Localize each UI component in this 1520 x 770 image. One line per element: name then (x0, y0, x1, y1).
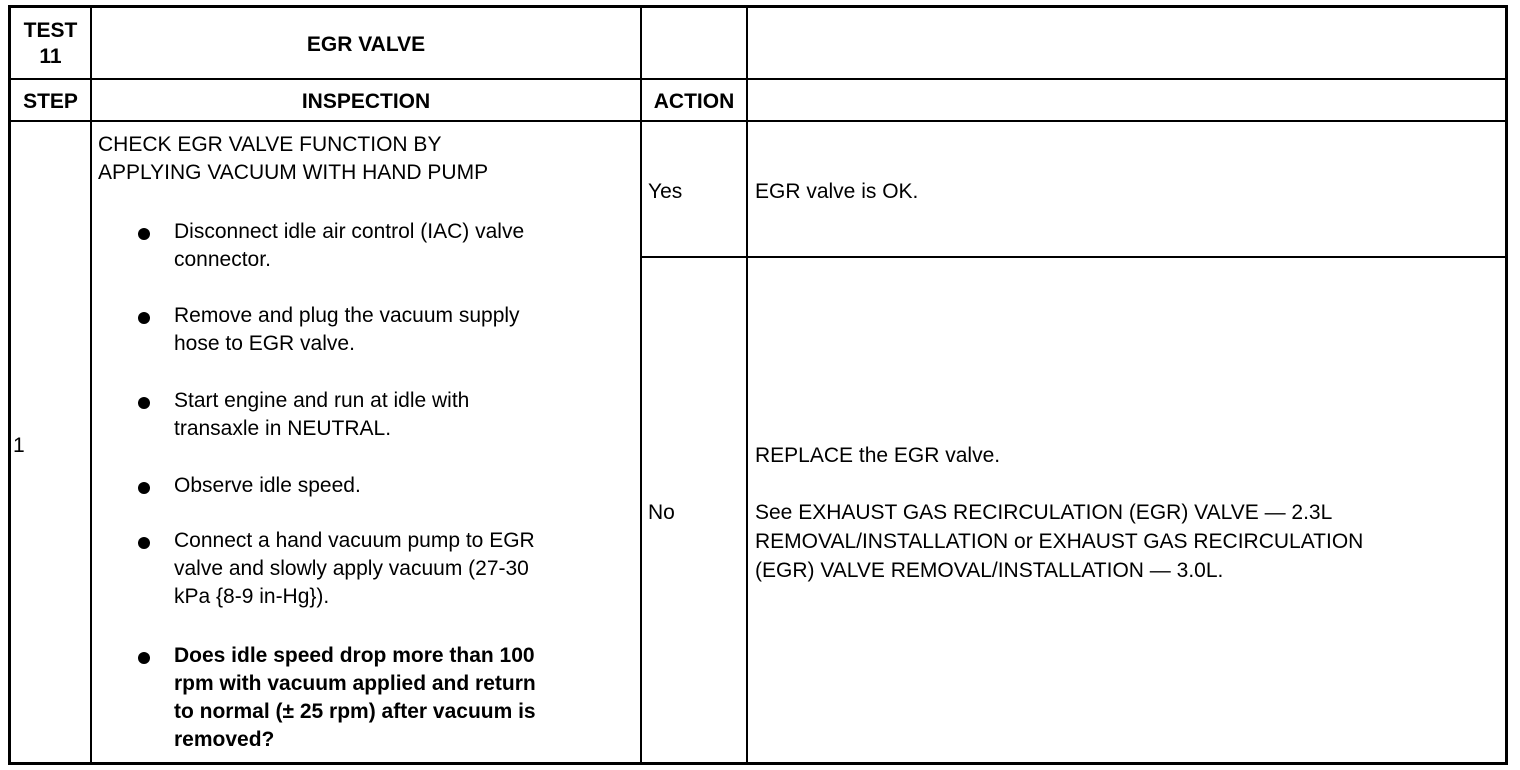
step-number: 1 (13, 434, 25, 457)
bullet-text: removed? (174, 728, 275, 751)
bullet-icon (138, 482, 150, 494)
test-number: 11 (39, 45, 62, 68)
column-action: ACTION (653, 90, 735, 113)
yes-action-text: EGR valve is OK. (755, 180, 919, 203)
border-left (8, 5, 11, 765)
border-top (8, 5, 1508, 8)
no-action-reference-line1: See EXHAUST GAS RECIRCULATION (EGR) VALVE — 2.3L (755, 501, 1333, 524)
bullet-text: rpm with vacuum applied and return (174, 672, 536, 695)
rule-col2 (640, 5, 642, 765)
list-item (138, 473, 608, 501)
bullet-text: transaxle in NEUTRAL. (174, 417, 392, 440)
no-action-reference-line3: (EGR) VALVE REMOVAL/INSTALLATION — 3.0L. (755, 559, 1224, 582)
rule-col1 (90, 5, 92, 765)
border-right (1505, 5, 1508, 765)
list-item (138, 528, 608, 614)
bullet-icon (138, 537, 150, 549)
column-inspection: INSPECTION (301, 90, 431, 113)
bullet-icon (138, 312, 150, 324)
no-action-text: REPLACE the EGR valve. (755, 444, 1001, 467)
bullet-icon (138, 228, 150, 240)
no-action-reference-line2: REMOVAL/INSTALLATION or EXHAUST GAS RECIRCULATION (755, 530, 1364, 553)
bullet-text: Start engine and run at idle with (174, 389, 470, 412)
bullet-text: kPa {8-9 in-Hg}). (174, 585, 330, 608)
bullet-text: Does idle speed drop more than 100 (174, 644, 535, 667)
rule-header (8, 78, 1508, 80)
test-label: TEST (23, 19, 78, 42)
bullet-text: hose to EGR valve. (174, 332, 355, 355)
list-item (138, 643, 608, 757)
list-item (138, 303, 608, 359)
bullet-text: to normal (± 25 rpm) after vacuum is (174, 700, 536, 723)
list-item (138, 219, 608, 275)
bullet-text: Connect a hand vacuum pump to EGR (174, 529, 535, 552)
list-item (138, 388, 608, 444)
bullet-text: connector. (174, 248, 271, 271)
bullet-icon (138, 397, 150, 409)
bullet-text: Disconnect idle air control (IAC) valve (174, 220, 525, 243)
step-heading-line1: CHECK EGR VALVE FUNCTION BY (98, 133, 442, 156)
rule-col3 (746, 5, 748, 765)
yes-label: Yes (648, 180, 683, 203)
bullet-text: Observe idle speed. (174, 474, 361, 497)
column-step: STEP (23, 90, 78, 113)
step-heading-line2: APPLYING VACUUM WITH HAND PUMP (98, 161, 489, 184)
rule-yes-no (640, 256, 1508, 258)
border-bottom (8, 762, 1508, 765)
bullet-icon (138, 652, 150, 664)
bullet-text: Remove and plug the vacuum supply (174, 304, 520, 327)
page-title: EGR VALVE (306, 33, 426, 56)
rule-columns (8, 120, 1508, 122)
no-label: No (648, 501, 675, 524)
bullet-text: valve and slowly apply vacuum (27-30 (174, 557, 529, 580)
